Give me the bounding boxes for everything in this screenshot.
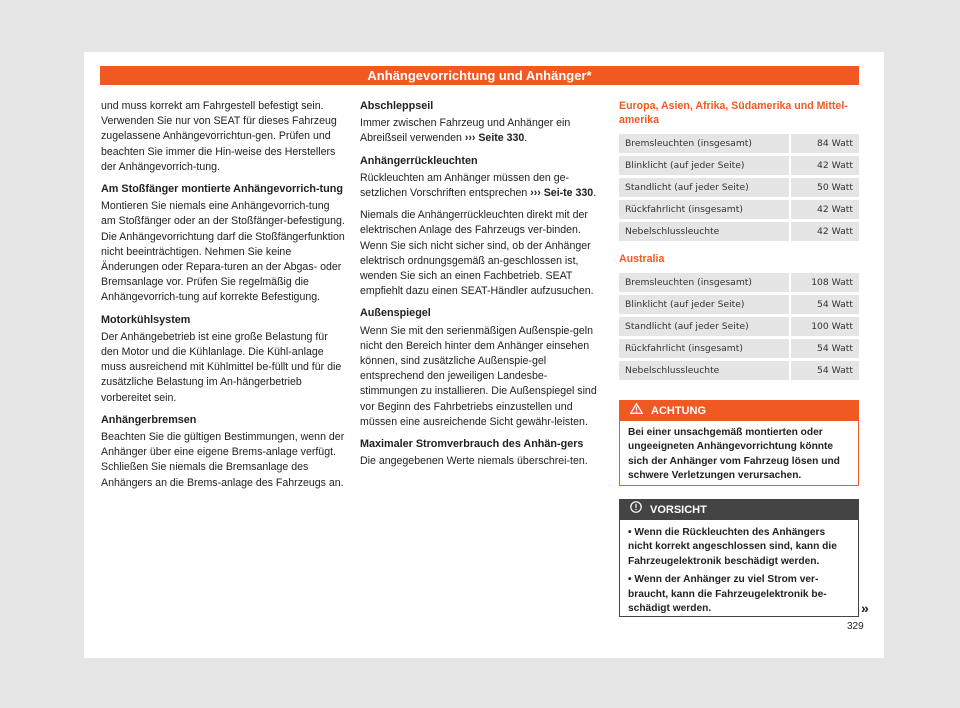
table-row: [619, 134, 859, 153]
paragraph-max-power: Die angegebenen Werte niemals überschrei-ten.: [360, 455, 588, 468]
page-title: Anhängevorrichtung und Anhänger*: [100, 66, 859, 85]
power-table-europe: [619, 131, 859, 244]
caution-item-text: Wenn der Anhänger zu viel Strom ver-braucht, kann die Fahrzeugelektronik be-schädigt werden.: [628, 574, 827, 615]
page-reference-link[interactable]: ››› Seite 330: [464, 132, 525, 145]
column-1: [101, 99, 345, 498]
table-cell: Bremsleuchten (insgesamt): [619, 273, 789, 292]
table-cell: 54 Watt: [789, 361, 859, 380]
table-row: [619, 273, 859, 292]
caution-item-text: Wenn die Rückleuchten des Anhängers nicht korrekt angeschlossen sind, kann die Fahrzeugelektronik beschädigt werden.: [628, 527, 837, 567]
table-cell: Rückfahrlicht (insgesamt): [619, 339, 789, 358]
table-cell: Nebelschlussleuchte: [619, 361, 789, 380]
warning-triangle-icon: [630, 401, 643, 421]
table-cell: 84 Watt: [789, 134, 859, 153]
paragraph-trailer-lights-wiring: Niemals die Anhängerrückleuchten direkt mit der elektrischen Anlage des Fahrzeugs ver-binden. Wenn Sie sich nicht sicher sind, ob der Anhänger elektrisch ordnungsgemäß an-geschlossen ist, wenden Sie sich an einen Fachbetrieb. SEAT empfiehlt dazu einen SEAT-Händler aufzusuchen.: [360, 209, 594, 298]
caution-box: [619, 499, 859, 617]
warning-text: Bei einer unsachgemäß montierten oder ungeeigneten Anhängevorrichtung könnte sich der Anhänger vom Fahrzeug lösen und schwere Verletzungen verursachen.: [628, 427, 840, 482]
table-cell: Nebelschlussleuchte: [619, 222, 789, 241]
warning-box: [619, 400, 859, 486]
table-row: [619, 200, 859, 219]
table-cell: 42 Watt: [789, 156, 859, 175]
caution-list: [620, 520, 858, 626]
table-row: [619, 339, 859, 358]
heading-mirrors: Außenspiegel: [360, 307, 431, 320]
paragraph-text: Rückleuchten am Anhänger müssen den ge-setzlichen Vorschriften entsprechen: [360, 171, 570, 200]
table-cell: 42 Watt: [789, 200, 859, 219]
column-3: [619, 99, 859, 383]
caution-title: VORSICHT: [650, 504, 707, 516]
table-cell: Bremsleuchten (insgesamt): [619, 134, 789, 153]
heading-max-power: Maximaler Stromverbrauch des Anhän-gers: [360, 438, 584, 451]
paragraph-bumper-hitch: Montieren Sie niemals eine Anhängevorrich-tung am Stoßfänger oder an der Stoßfänger-befestigung. Die Anhängevorrichtung darf die Stoßfängerfunktion nicht beeinträchtigen. Nehmen Sie keine Änderungen oder Repara-turen an der Abgas- oder Bremsanlage vor. Prüfen Sie regelmäßig die Anhängevorrich-tung auf korrekte Befestigung.: [101, 200, 345, 304]
paragraph-trailer-lights: Rückleuchten am Anhänger müssen den ge-setzlichen Vorschriften entsprechen ››› Sei-te 330.: [360, 171, 597, 200]
heading-breakaway-cable: Abschleppseil: [360, 100, 434, 112]
table-row: [619, 361, 859, 380]
table-cell: Blinklicht (auf jeder Seite): [619, 295, 789, 314]
info-circle-icon: [630, 500, 642, 520]
paragraph-engine-cooling: Der Anhängebetrieb ist eine große Belastung für den Motor und die Kühlanlage. Die Kühl-anlage muss ausreichend mit Kühlmittel be-füllt und für die zusätzliche Belastung im An-hängerbetrieb vorbereitet sein.: [101, 330, 342, 404]
region-heading-australia: Australia: [619, 253, 665, 265]
table-row: [619, 317, 859, 336]
column-2: [360, 99, 602, 476]
table-cell: 54 Watt: [789, 295, 859, 314]
table-cell: Blinklicht (auf jeder Seite): [619, 156, 789, 175]
table-row: [619, 222, 859, 241]
table-cell: 108 Watt: [789, 273, 859, 292]
continue-mark: »: [861, 600, 869, 616]
power-table-australia: [619, 270, 859, 383]
region-heading-europe: Europa, Asien, Afrika, Südamerika und Mittel-amerika: [619, 100, 848, 126]
heading-trailer-brakes: Anhängerbremsen: [101, 413, 197, 426]
heading-engine-cooling: Motorkühlsystem: [101, 313, 191, 326]
table-cell: 42 Watt: [789, 222, 859, 241]
table-cell: Rückfahrlicht (insgesamt): [619, 200, 789, 219]
table-cell: Standlicht (auf jeder Seite): [619, 317, 789, 336]
caution-item: • Wenn der Anhänger zu viel Strom ver-braucht, kann die Fahrzeugelektronik be-schädigt werden.: [628, 574, 827, 615]
page-number: 329: [847, 621, 864, 632]
table-row: [619, 295, 859, 314]
paragraph-text: Immer zwischen Fahrzeug und Anhänger ein Abreißseil verwenden: [360, 117, 571, 145]
table-row: [619, 178, 859, 197]
heading-bumper-hitch: Am Stoßfänger montierte Anhängevorrich-tung: [101, 183, 343, 196]
table-cell: 100 Watt: [789, 317, 859, 336]
table-row: [619, 156, 859, 175]
caution-item: • Wenn die Rückleuchten des Anhängers nicht korrekt angeschlossen sind, kann die Fahrzeugelektronik beschädigt werden.: [628, 527, 837, 567]
warning-title: ACHTUNG: [651, 405, 706, 417]
table-cell: 50 Watt: [789, 178, 859, 197]
warning-header: [620, 401, 858, 421]
paragraph-breakaway-cable: Immer zwischen Fahrzeug und Anhänger ein Abreißseil verwenden ››› Seite 330.: [360, 117, 571, 145]
page-reference-link[interactable]: ››› Sei-te 330: [530, 187, 594, 200]
paragraph-trailer-brakes: Beachten Sie die gültigen Bestimmungen, wenn der Anhänger über eine eigene Brems-anlage verfügt. Schließen Sie niemals die Bremsanlage des Anhängers an die Brems-anlage des Fahrzeugs an.: [101, 431, 345, 489]
heading-trailer-lights: Anhängerrückleuchten: [360, 154, 478, 167]
table-cell: Standlicht (auf jeder Seite): [619, 178, 789, 197]
paragraph-mirrors: Wenn Sie mit den serienmäßigen Außenspie-geln nicht den Bereich hinter dem Anhänger einsehen können, sind zusätzliche Außenspie-gel entsprechend den jeweiligen Landesbe-stimmungen zu installieren. Die Außenspiegel sind vor Beginn des Fahrbetriebs einzustellen und müssen eine ausreichende Sicht gewähr-leisten.: [360, 324, 597, 428]
intro-paragraph: und muss korrekt am Fahrgestell befestigt sein. Verwenden Sie nur von SEAT für dieses Fahrzeug zugelassene Anhängevorrichtun-gen. Prüfen und beachten Sie immer die Hin-weise des Herstellers der Anhängevorrich-tung.: [101, 100, 337, 173]
caution-header: [620, 500, 858, 520]
table-cell: 54 Watt: [789, 339, 859, 358]
